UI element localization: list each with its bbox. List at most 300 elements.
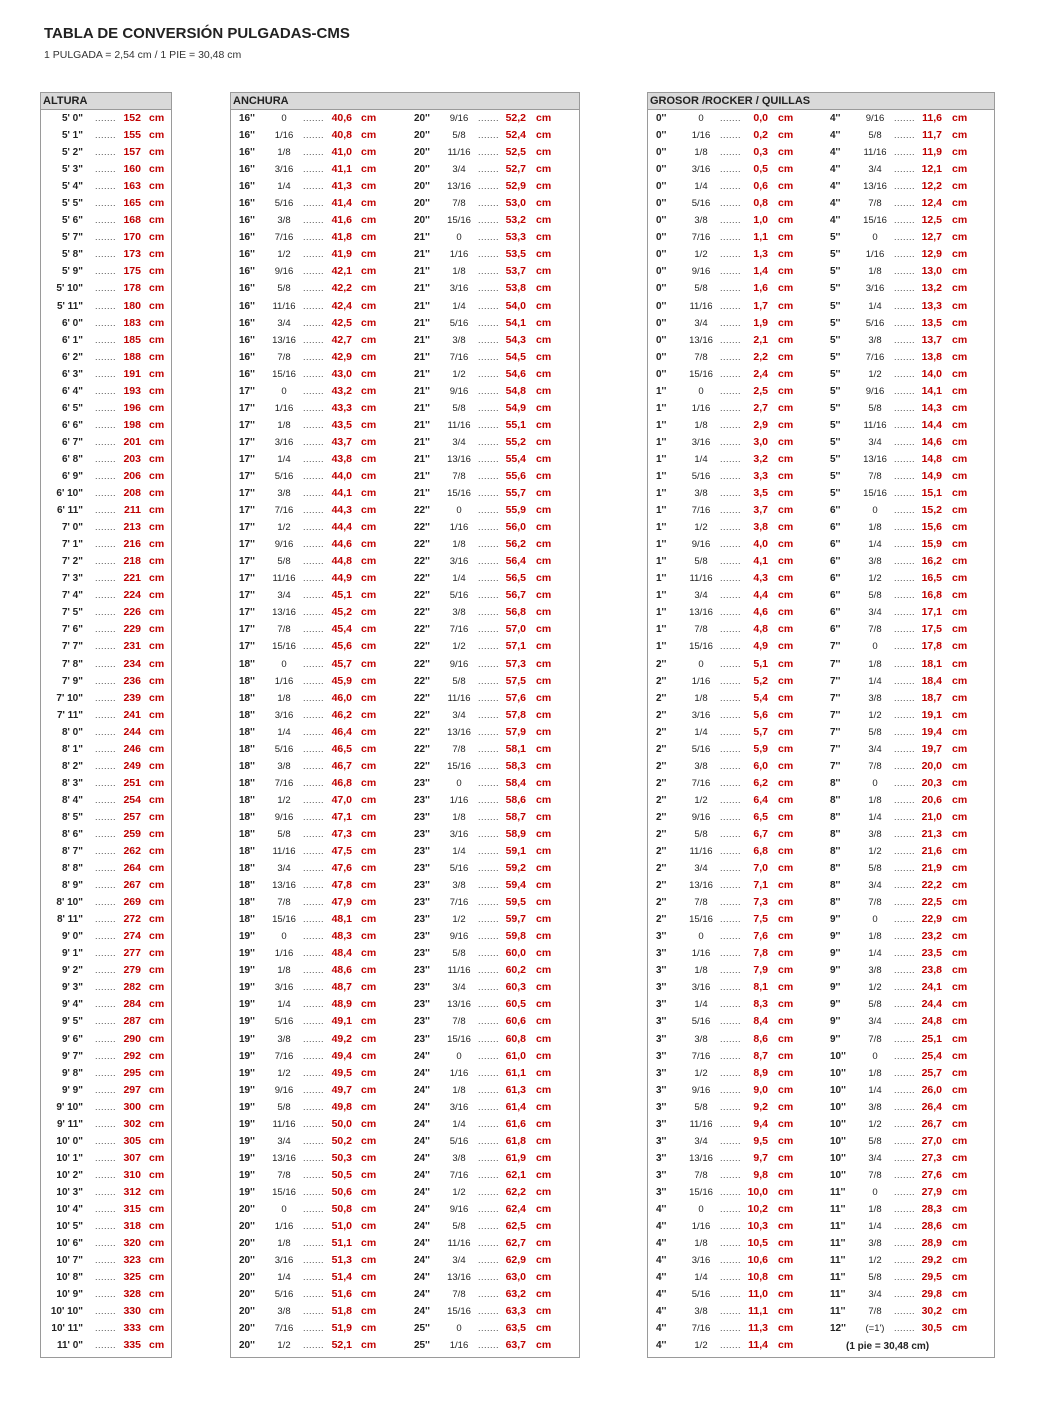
- inches: 1'': [656, 488, 667, 500]
- dot-leader: .......: [478, 470, 500, 481]
- dot-leader: .......: [478, 760, 500, 771]
- dot-leader: .......: [303, 1152, 325, 1163]
- fraction: 5/8: [452, 948, 466, 960]
- fraction: 0: [281, 385, 287, 397]
- dot-leader: .......: [894, 658, 916, 669]
- fraction: 3/8: [694, 215, 708, 227]
- fraction: 1/2: [868, 846, 882, 858]
- cm-unit: cm: [778, 1083, 794, 1096]
- dot-leader: .......: [720, 1255, 742, 1266]
- inches: 16'': [239, 147, 255, 159]
- cm-unit: cm: [778, 316, 794, 329]
- dot-leader: .......: [894, 624, 916, 635]
- dot-leader: .......: [894, 982, 916, 993]
- cm-value: 50,2: [331, 1134, 352, 1147]
- dot-leader: .......: [894, 470, 916, 481]
- cm-unit: cm: [778, 1066, 794, 1079]
- cm-unit: cm: [361, 759, 377, 772]
- inches: 1'': [656, 385, 667, 397]
- dot-leader: .......: [303, 948, 325, 959]
- table-row: [648, 1184, 822, 1201]
- fraction: 7/8: [452, 470, 466, 482]
- fraction: 11/16: [272, 846, 296, 858]
- fraction: 0: [872, 777, 878, 789]
- feet-inches: 8' 7": [61, 846, 83, 858]
- table-row: [231, 724, 406, 741]
- cm-unit: cm: [536, 964, 552, 977]
- dot-leader: .......: [303, 709, 325, 720]
- fraction: 1/4: [694, 181, 708, 193]
- cm-value: 46,7: [331, 759, 352, 772]
- fraction: 3/8: [277, 760, 291, 772]
- table-row: [41, 502, 171, 519]
- grosor-column-1: [648, 110, 822, 1354]
- feet-inches: 6' 0": [61, 317, 83, 329]
- table-row: [41, 792, 171, 809]
- dot-leader: .......: [303, 334, 325, 345]
- table-row: [822, 621, 996, 638]
- table-row: [648, 860, 822, 877]
- table-row: [822, 280, 996, 297]
- dot-leader: .......: [478, 488, 500, 499]
- dot-leader: .......: [478, 658, 500, 669]
- cm-unit: cm: [536, 776, 552, 789]
- dot-leader: .......: [894, 351, 916, 362]
- cm-unit: cm: [952, 623, 968, 636]
- table-row: [406, 1337, 580, 1354]
- cm-unit: cm: [149, 998, 165, 1011]
- dot-leader: .......: [478, 590, 500, 601]
- fraction: 7/8: [868, 470, 882, 482]
- inches: 23'': [414, 794, 430, 806]
- dot-leader: .......: [303, 1101, 325, 1112]
- table-row: [822, 519, 996, 536]
- dot-leader: .......: [95, 113, 117, 123]
- table-row: [231, 894, 406, 911]
- table-row: [41, 1013, 171, 1030]
- feet-inches: 6' 1": [61, 334, 83, 346]
- cm-unit: cm: [361, 521, 377, 534]
- table-row: [41, 1031, 171, 1048]
- cm-value: 60,3: [505, 981, 526, 994]
- dot-leader: .......: [894, 181, 916, 192]
- cm-unit: cm: [952, 1151, 968, 1164]
- inches: 6'': [830, 624, 841, 636]
- inches: 20'': [239, 1323, 255, 1335]
- table-row: [231, 1201, 406, 1218]
- table-row: [648, 195, 822, 212]
- table-row: [231, 775, 406, 792]
- cm-value: 1,1: [753, 231, 768, 244]
- dot-leader: .......: [720, 249, 742, 260]
- inches: 24'': [414, 1101, 430, 1113]
- inches: 18'': [239, 914, 255, 926]
- table-row: [406, 1065, 580, 1082]
- dot-leader: .......: [478, 607, 500, 618]
- cm-value: 6,7: [753, 827, 768, 840]
- cm-value: 48,9: [331, 998, 352, 1011]
- cm-value: 13,7: [921, 333, 942, 346]
- dot-leader: .......: [478, 385, 500, 396]
- cm-value: 47,9: [331, 896, 352, 909]
- cm-value: 0,0: [753, 112, 768, 124]
- table-row: [406, 246, 580, 263]
- feet-inches: 8' 11": [56, 914, 83, 926]
- cm-value: 18,7: [921, 691, 942, 704]
- dot-leader: .......: [95, 709, 117, 720]
- cm-unit: cm: [536, 1271, 552, 1284]
- fraction: 1/2: [868, 982, 882, 994]
- cm-value: 47,6: [331, 862, 352, 875]
- cm-unit: cm: [149, 810, 165, 823]
- feet-inches: 6' 2": [61, 351, 83, 363]
- dot-leader: .......: [894, 249, 916, 260]
- cm-unit: cm: [361, 964, 377, 977]
- dot-leader: .......: [95, 982, 117, 993]
- dot-leader: .......: [720, 965, 742, 976]
- dot-leader: .......: [894, 1118, 916, 1129]
- fraction: 3/16: [274, 982, 294, 994]
- cm-unit: cm: [149, 1134, 165, 1147]
- cm-value: 30,5: [921, 1322, 942, 1335]
- fraction: 1/16: [865, 249, 885, 261]
- cm-value: 3,3: [753, 469, 768, 482]
- fraction: 1/16: [449, 249, 469, 261]
- fraction: 3/8: [868, 334, 882, 346]
- fraction: 13/16: [272, 334, 296, 346]
- fraction: 5/8: [277, 828, 291, 840]
- cm-value: 44,1: [331, 487, 352, 500]
- table-row: [41, 1201, 171, 1218]
- table-row: [41, 877, 171, 894]
- dot-leader: .......: [95, 1067, 117, 1078]
- feet-inches: 7' 3": [61, 573, 83, 585]
- dot-leader: .......: [95, 453, 117, 464]
- cm-value: 52,7: [505, 163, 526, 176]
- dot-leader: .......: [478, 828, 500, 839]
- cm-value: 244: [123, 725, 141, 738]
- table-row: [406, 1201, 580, 1218]
- dot-leader: .......: [720, 931, 742, 942]
- feet-inches: 6' 3": [61, 368, 83, 380]
- cm-value: 4,9: [753, 640, 768, 653]
- cm-value: 58,6: [505, 793, 526, 806]
- cm-value: 249: [123, 759, 141, 772]
- cm-value: 24,4: [921, 998, 942, 1011]
- inches: 0'': [656, 181, 667, 193]
- inches: 23'': [414, 863, 430, 875]
- fraction: 5/16: [274, 470, 294, 482]
- table-row: [822, 724, 996, 741]
- table-row: [822, 263, 996, 280]
- table-row: [231, 383, 406, 400]
- fraction: 1/2: [868, 573, 882, 585]
- table-row: [41, 315, 171, 332]
- cm-value: 27,0: [921, 1134, 942, 1147]
- cm-unit: cm: [778, 827, 794, 840]
- feet-inches: 10' 10": [50, 1306, 83, 1318]
- inches: 2'': [656, 709, 667, 721]
- inches: 3'': [656, 1186, 667, 1198]
- dot-leader: .......: [303, 1238, 325, 1249]
- table-row: [406, 280, 580, 297]
- fraction: 7/16: [274, 232, 294, 244]
- cm-unit: cm: [952, 367, 968, 380]
- cm-unit: cm: [778, 589, 794, 602]
- cm-unit: cm: [149, 759, 165, 772]
- cm-unit: cm: [536, 316, 552, 329]
- dot-leader: .......: [303, 658, 325, 669]
- cm-value: 4,0: [753, 538, 768, 551]
- table-row: [648, 451, 822, 468]
- table-row: [406, 1320, 580, 1337]
- cm-unit: cm: [361, 1066, 377, 1079]
- cm-value: 49,7: [331, 1083, 352, 1096]
- dot-leader: .......: [303, 726, 325, 737]
- table-row: [231, 298, 406, 315]
- cm-unit: cm: [952, 401, 968, 414]
- cm-unit: cm: [361, 384, 377, 397]
- table-row: [231, 468, 406, 485]
- cm-unit: cm: [952, 845, 968, 858]
- feet-inches: 10' 8": [56, 1272, 83, 1284]
- dot-leader: .......: [478, 1204, 500, 1214]
- dot-leader: .......: [95, 1204, 117, 1214]
- table-row: [406, 894, 580, 911]
- cm-value: 13,0: [921, 265, 942, 278]
- cm-unit: cm: [778, 214, 794, 227]
- table-row: [648, 979, 822, 996]
- cm-unit: cm: [361, 725, 377, 738]
- fraction: 15/16: [863, 215, 887, 227]
- cm-unit: cm: [952, 1288, 968, 1301]
- cm-value: 61,1: [505, 1066, 526, 1079]
- inches: 24'': [414, 1067, 430, 1079]
- table-row: [648, 553, 822, 570]
- inches: 4'': [656, 1289, 667, 1301]
- fraction: 11/16: [272, 573, 296, 585]
- cm-value: 50,3: [331, 1151, 352, 1164]
- inches: 20'': [414, 130, 430, 142]
- cm-value: 46,4: [331, 725, 352, 738]
- fraction: 1/2: [694, 1340, 708, 1352]
- fraction: 3/16: [691, 164, 711, 176]
- dot-leader: .......: [478, 863, 500, 874]
- table-row: [231, 877, 406, 894]
- cm-value: 14,3: [921, 401, 942, 414]
- fraction: 1/2: [277, 522, 291, 534]
- cm-unit: cm: [149, 793, 165, 806]
- inches: 3'': [656, 1135, 667, 1147]
- fraction: 1/4: [868, 675, 882, 687]
- table-row: [822, 979, 996, 996]
- cm-value: 12,4: [921, 197, 942, 210]
- inches: 23'': [414, 999, 430, 1011]
- cm-unit: cm: [536, 1322, 552, 1335]
- feet-inches: 5' 6": [61, 215, 83, 227]
- dot-leader: .......: [478, 1186, 500, 1197]
- dot-leader: .......: [720, 1204, 742, 1214]
- inches: 22'': [414, 726, 430, 738]
- cm-unit: cm: [361, 504, 377, 517]
- dot-leader: .......: [720, 863, 742, 874]
- cm-unit: cm: [778, 759, 794, 772]
- inches: 24'': [414, 1186, 430, 1198]
- dot-leader: .......: [894, 488, 916, 499]
- dot-leader: .......: [478, 931, 500, 942]
- fraction: 7/16: [274, 1323, 294, 1335]
- dot-leader: .......: [478, 334, 500, 345]
- cm-value: 7,0: [753, 862, 768, 875]
- dot-leader: .......: [894, 1169, 916, 1180]
- dot-leader: .......: [303, 1272, 325, 1283]
- table-row: [406, 1031, 580, 1048]
- inches: 19'': [239, 1186, 255, 1198]
- inches: 3'': [656, 1152, 667, 1164]
- inches: 22'': [414, 658, 430, 670]
- cm-unit: cm: [778, 469, 794, 482]
- inches: 18'': [239, 675, 255, 687]
- table-row: [231, 451, 406, 468]
- table-row: [648, 298, 822, 315]
- inches: 1'': [656, 573, 667, 585]
- dot-leader: .......: [303, 692, 325, 703]
- dot-leader: .......: [303, 743, 325, 754]
- inches: 5'': [830, 419, 841, 431]
- dot-leader: .......: [720, 402, 742, 413]
- cm-value: 11,1: [748, 1305, 768, 1318]
- fraction: 5/8: [868, 402, 882, 414]
- cm-unit: cm: [361, 316, 377, 329]
- cm-value: 19,4: [921, 725, 942, 738]
- fraction: 1/4: [868, 539, 882, 551]
- cm-value: 206: [123, 469, 141, 482]
- inches: 0'': [656, 249, 667, 261]
- dot-leader: .......: [720, 300, 742, 311]
- table-row: [41, 1133, 171, 1150]
- fraction: 15/16: [689, 914, 713, 926]
- cm-unit: cm: [149, 640, 165, 653]
- table-row: [822, 468, 996, 485]
- dot-leader: .......: [303, 846, 325, 857]
- cm-unit: cm: [536, 810, 552, 823]
- cm-unit: cm: [952, 163, 968, 176]
- table-row: [822, 553, 996, 570]
- table-row: [648, 332, 822, 349]
- dot-leader: .......: [894, 232, 916, 243]
- inches: 6'': [830, 607, 841, 619]
- cm-value: 3,5: [753, 487, 768, 500]
- table-row: [822, 451, 996, 468]
- table-row: [41, 1099, 171, 1116]
- fraction: 5/16: [274, 1016, 294, 1028]
- cm-unit: cm: [952, 112, 968, 124]
- cm-value: 9,8: [753, 1168, 768, 1181]
- dot-leader: .......: [95, 1255, 117, 1266]
- table-row: [406, 1099, 580, 1116]
- dot-leader: .......: [720, 828, 742, 839]
- fraction: 0: [698, 658, 704, 670]
- cm-unit: cm: [536, 129, 552, 142]
- table-row: [406, 263, 580, 280]
- cm-unit: cm: [536, 623, 552, 636]
- cm-value: 60,0: [505, 947, 526, 960]
- cm-unit: cm: [149, 1185, 165, 1198]
- cm-unit: cm: [361, 1305, 377, 1318]
- cm-unit: cm: [361, 265, 377, 278]
- cm-unit: cm: [952, 418, 968, 431]
- inches: 16'': [239, 130, 255, 142]
- table-row: [41, 400, 171, 417]
- inches: 0'': [656, 351, 667, 363]
- cm-unit: cm: [149, 555, 165, 568]
- cm-unit: cm: [149, 913, 165, 926]
- fraction: 1/16: [691, 130, 711, 142]
- inches: 24'': [414, 1289, 430, 1301]
- dot-leader: .......: [894, 539, 916, 550]
- table-row: [822, 383, 996, 400]
- dot-leader: .......: [95, 607, 117, 618]
- fraction: 9/16: [691, 539, 711, 551]
- dot-leader: .......: [303, 607, 325, 618]
- fraction: 5/8: [452, 402, 466, 414]
- inches: 2'': [656, 777, 667, 789]
- inches: 4'': [656, 1323, 667, 1335]
- table-row: [822, 315, 996, 332]
- cm-unit: cm: [536, 1032, 552, 1045]
- table-row: [231, 485, 406, 502]
- page-subtitle: 1 PULGADA = 2,54 cm / 1 PIE = 30,48 cm: [44, 49, 242, 61]
- cm-unit: cm: [778, 231, 794, 244]
- cm-value: 45,2: [331, 606, 352, 619]
- table-row: [41, 894, 171, 911]
- cm-value: 59,1: [505, 845, 526, 858]
- cm-unit: cm: [778, 452, 794, 465]
- fraction: 1/2: [868, 1255, 882, 1267]
- cm-value: 42,4: [331, 299, 352, 312]
- cm-unit: cm: [952, 1049, 968, 1062]
- feet-inches: 5' 8": [61, 249, 83, 261]
- dot-leader: .......: [894, 897, 916, 908]
- fraction: 7/16: [691, 1323, 711, 1335]
- inches: 6'': [830, 522, 841, 534]
- dot-leader: .......: [478, 215, 500, 226]
- fraction: 1/4: [694, 726, 708, 738]
- dot-leader: .......: [720, 880, 742, 891]
- table-row: [648, 656, 822, 673]
- cm-value: 61,0: [505, 1049, 526, 1062]
- inches: 19'': [239, 999, 255, 1011]
- fraction: 1/2: [277, 249, 291, 261]
- cm-value: 254: [123, 793, 141, 806]
- cm-unit: cm: [952, 1203, 968, 1215]
- cm-unit: cm: [952, 913, 968, 926]
- table-row: [231, 587, 406, 604]
- inches: 23'': [414, 931, 430, 943]
- dot-leader: .......: [95, 1050, 117, 1061]
- fraction: 1/2: [868, 368, 882, 380]
- table-row: [648, 638, 822, 655]
- fraction: 3/8: [694, 1306, 708, 1318]
- table-row: [822, 1235, 996, 1252]
- cm-unit: cm: [536, 1100, 552, 1113]
- inches: 3'': [656, 948, 667, 960]
- dot-leader: .......: [894, 863, 916, 874]
- cm-value: 63,5: [505, 1322, 526, 1335]
- inches: 4'': [830, 130, 841, 142]
- dot-leader: .......: [303, 556, 325, 567]
- inches: 2'': [656, 811, 667, 823]
